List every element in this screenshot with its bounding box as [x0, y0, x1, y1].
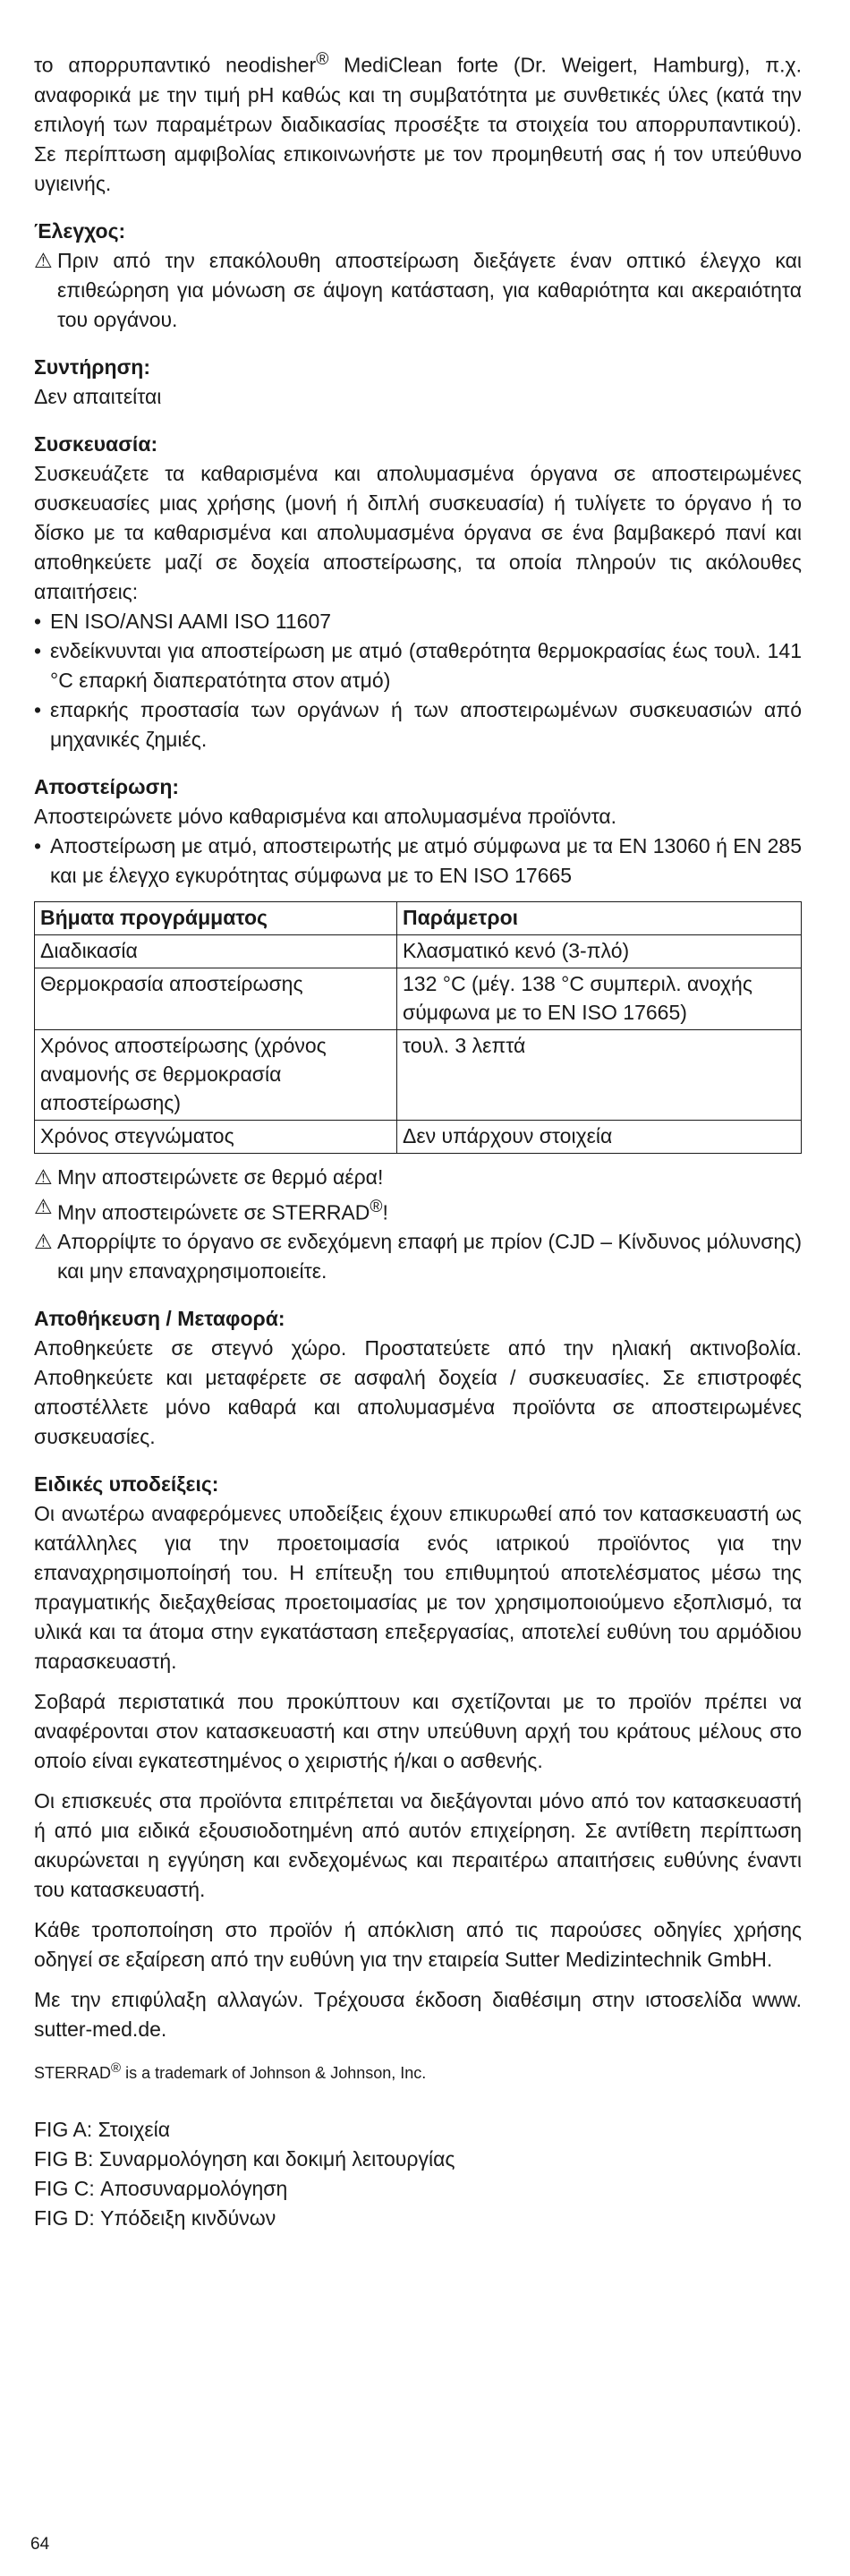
warning-icon: ⚠	[34, 1164, 53, 1189]
table-cell: τουλ. 3 λεπτά	[397, 1029, 802, 1120]
figure-item: FIG A: Στοιχεία	[34, 2118, 171, 2142]
inspection-heading: Έλεγχος:	[34, 218, 126, 243]
hot-air-warning: ⚠ Μην αποστειρώνετε σε θερμό αέρα!	[34, 1163, 802, 1192]
sterilization-heading: Αποστείρωση:	[34, 774, 180, 798]
table-cell: Θερμοκρασία αποστείρωσης	[35, 968, 397, 1029]
bullet-icon: •	[34, 638, 42, 662]
sterilization-text: Αποστειρώνετε μόνο καθαρισμένα και απολυμασμένα προϊόντα.	[34, 804, 617, 828]
table-cell: Διαδικασία	[35, 934, 397, 968]
sterilization-bullet: • Αποστείρωση με ατμό, αποστειρωτής με ατμό σύμφωνα με τα EN 13060 ή EN 285 και με έλεγχο εγκυρότητας σύμφωνα με το EN ISO 17665	[34, 832, 802, 891]
packaging-text: Συσκευάζετε τα καθαρισμένα και απολυμασμένα όργανα σε αποστειρωμένες συσκευασίες μιας χρήσης (μονή ή διπλή συσκευασία) ή τυλίγετε το όργανο ή το δίσκο με τα καθαρισμένα και απολυμασμένα όργανα σε ένα βαμβακερό πανί και αποθηκεύετε μαζί σε δοχεία αποστείρωσης, τα οποία πληρούν τις ακόλουθες απαιτήσεις:	[34, 461, 802, 603]
table-cell: Χρόνος αποστείρωσης (χρόνος αναμονής σε θερμοκρασία αποστείρωσης)	[35, 1029, 397, 1120]
storage-text: Αποθηκεύετε σε στεγνό χώρο. Προστατεύετε από την ηλιακή ακτινοβολία. Αποθηκεύετε και μεταφέρετε σε ασφαλή δοχεία / συσκευασίες. Σε επιστροφές αποστέλλετε μόνο καθαρά και απολυμασμένα προϊόντα σε αποστειρωμένες συσκευασίες.	[34, 1336, 802, 1449]
notes-paragraph-3: Οι επισκευές στα προϊόντα επιτρέπεται να διεξάγονται μόνο από τον κατασκευαστή ή από μια ειδικά εξουσιοδοτημένη από αυτόν επιχείρηση. Σε αντίθετη περίπτωση ακυρώνεται η εγγύηση και ενδεχομένως και περαιτέρω απαιτήσεις ευθύνης έναντι του κατασκευαστή.	[34, 1789, 802, 1902]
figure-item: FIG B: Συναρμολόγηση και δοκιμή λειτουργίας	[34, 2147, 455, 2171]
table-row	[35, 1120, 802, 1153]
table-header-row	[35, 901, 802, 934]
packaging-bullet-1: • EN ISO/ANSI AAMI ISO 11607	[34, 607, 802, 636]
notes-paragraph-2: Σοβαρά περιστατικά που προκύπτουν και σχετίζονται με το προϊόν πρέπει να αναφέρονται στον κατασκευαστή και στην υπεύθυνη αρχή του κράτους μέλους στο οποίο είναι εγκατεστημένος ο χειριστής ή/και ο ασθενής.	[34, 1690, 802, 1773]
bullet-icon: •	[34, 833, 42, 857]
table-cell: Δεν υπάρχουν στοιχεία	[397, 1120, 802, 1153]
maintenance-text: Δεν απαιτείται	[34, 384, 162, 408]
intro-paragraph: το απορρυπαντικό neodisher® MediClean forte (Dr. Weigert, Hamburg), π.χ. αναφορικά με την τιμή pH καθώς και τη συμβατότητα με συνθετικές ύλες (κατά την επιλογή των παραμέτρων διαδικασίας προσέξτε τα στοιχεία του απορρυπαντικού). Σε περίπτωση αμφιβολίας επικοινωνήστε με τον προμηθευτή σας ή τον υπεύθυνο υγιεινής.	[34, 50, 802, 195]
notes-heading: Ειδικές υποδείξεις:	[34, 1472, 219, 1497]
packaging-heading: Συσκευασία:	[34, 431, 158, 456]
bullet-icon: •	[34, 697, 42, 721]
page-number: 64	[30, 2535, 50, 2554]
document-page	[34, 45, 802, 2233]
table-cell: Κλασματικό κενό (3-πλό)	[397, 934, 802, 968]
bullet-icon: •	[34, 609, 42, 633]
storage-heading: Αποθήκευση / Μεταφορά:	[34, 1307, 285, 1331]
packaging-bullet-2: • ενδείκνυνται για αποστείρωση με ατμό (σταθερότητα θερμοκρασίας έως τουλ. 141 °C επαρκή διαπερατότητα στον ατμό)	[34, 636, 802, 695]
maintenance-heading: Συντήρηση:	[34, 354, 151, 379]
table-row	[35, 968, 802, 1029]
warning-icon: ⚠	[34, 1230, 53, 1254]
table-cell: 132 °C (μέγ. 138 °C συμπεριλ. ανοχής σύμφωνα με το EN ISO 17665)	[397, 968, 802, 1029]
table-cell: Χρόνος στεγνώματος	[35, 1120, 397, 1153]
table-row	[35, 934, 802, 968]
inspection-warning: ⚠ Πριν από την επακόλουθη αποστείρωση διεξάγετε έναν οπτικό έλεγχο και επιθεώρηση για μόνωση σε άψογη κατάσταση, για καθαριότητα και ακεραιότητα του οργάνου.	[34, 246, 802, 335]
table-header-steps: Βήματα προγράμματος	[35, 901, 397, 934]
figure-item: FIG C: Αποσυναρμολόγηση	[34, 2177, 288, 2201]
figure-item: FIG D: Υπόδειξη κινδύνων	[34, 2206, 276, 2231]
packaging-bullet-3: • επαρκής προστασία των οργάνων ή των αποστειρωμένων συσκευασιών από μηχανικές ζημιές.	[34, 695, 802, 755]
warning-icon: ⚠	[34, 1194, 53, 1218]
notes-paragraph-1: Οι ανωτέρω αναφερόμενες υποδείξεις έχουν επικυρωθεί από τον κατασκευαστή ως κατάλληλες για την προετοιμασία ενός ιατρικού προϊόντος για την επαναχρησιμοποίησή του. Η επίτευξη του επιθυμητού αποτελέσματος μέσω της πραγματικής διεξαχθείσας προετοιμασίας με τον χρησιμοποιούμενο εξοπλισμό, τα υλικά και τα άτομα στην εγκατάσταση επεξεργασίας, αποτελεί ευθύνη του αρμόδιου παρασκευαστή.	[34, 1502, 802, 1674]
trademark-note: STERRAD® is a trademark of Johnson & Johnson, Inc.	[34, 2060, 427, 2083]
table-row	[35, 1029, 802, 1120]
sterrad-warning: ⚠ Μην αποστειρώνετε σε STERRAD®!	[34, 1192, 802, 1228]
figure-list	[34, 2115, 802, 2233]
table-header-parameters: Παράμετροι	[397, 901, 802, 934]
cjd-warning: ⚠ Απορρίψτε το όργανο σε ενδεχόμενη επαφή με πρίον (CJD – Κίνδυνος μόλυνσης) και μην επαναχρησιμοποιείτε.	[34, 1227, 802, 1286]
sterilization-parameters-table	[34, 901, 802, 1154]
notes-paragraph-4: Κάθε τροποποίηση στο προϊόν ή απόκλιση από τις παρούσες οδηγίες χρήσης οδηγεί σε εξαίρεση από την ευθύνη για την εταιρεία Sutter Medizintechnik GmbH.	[34, 1918, 802, 1972]
warning-icon: ⚠	[34, 248, 53, 272]
notes-paragraph-5: Με την επιφύλαξη αλλαγών. Τρέχουσα έκδοση διαθέσιμη στην ιστοσελίδα www. sutter-med.de.	[34, 1988, 802, 2042]
